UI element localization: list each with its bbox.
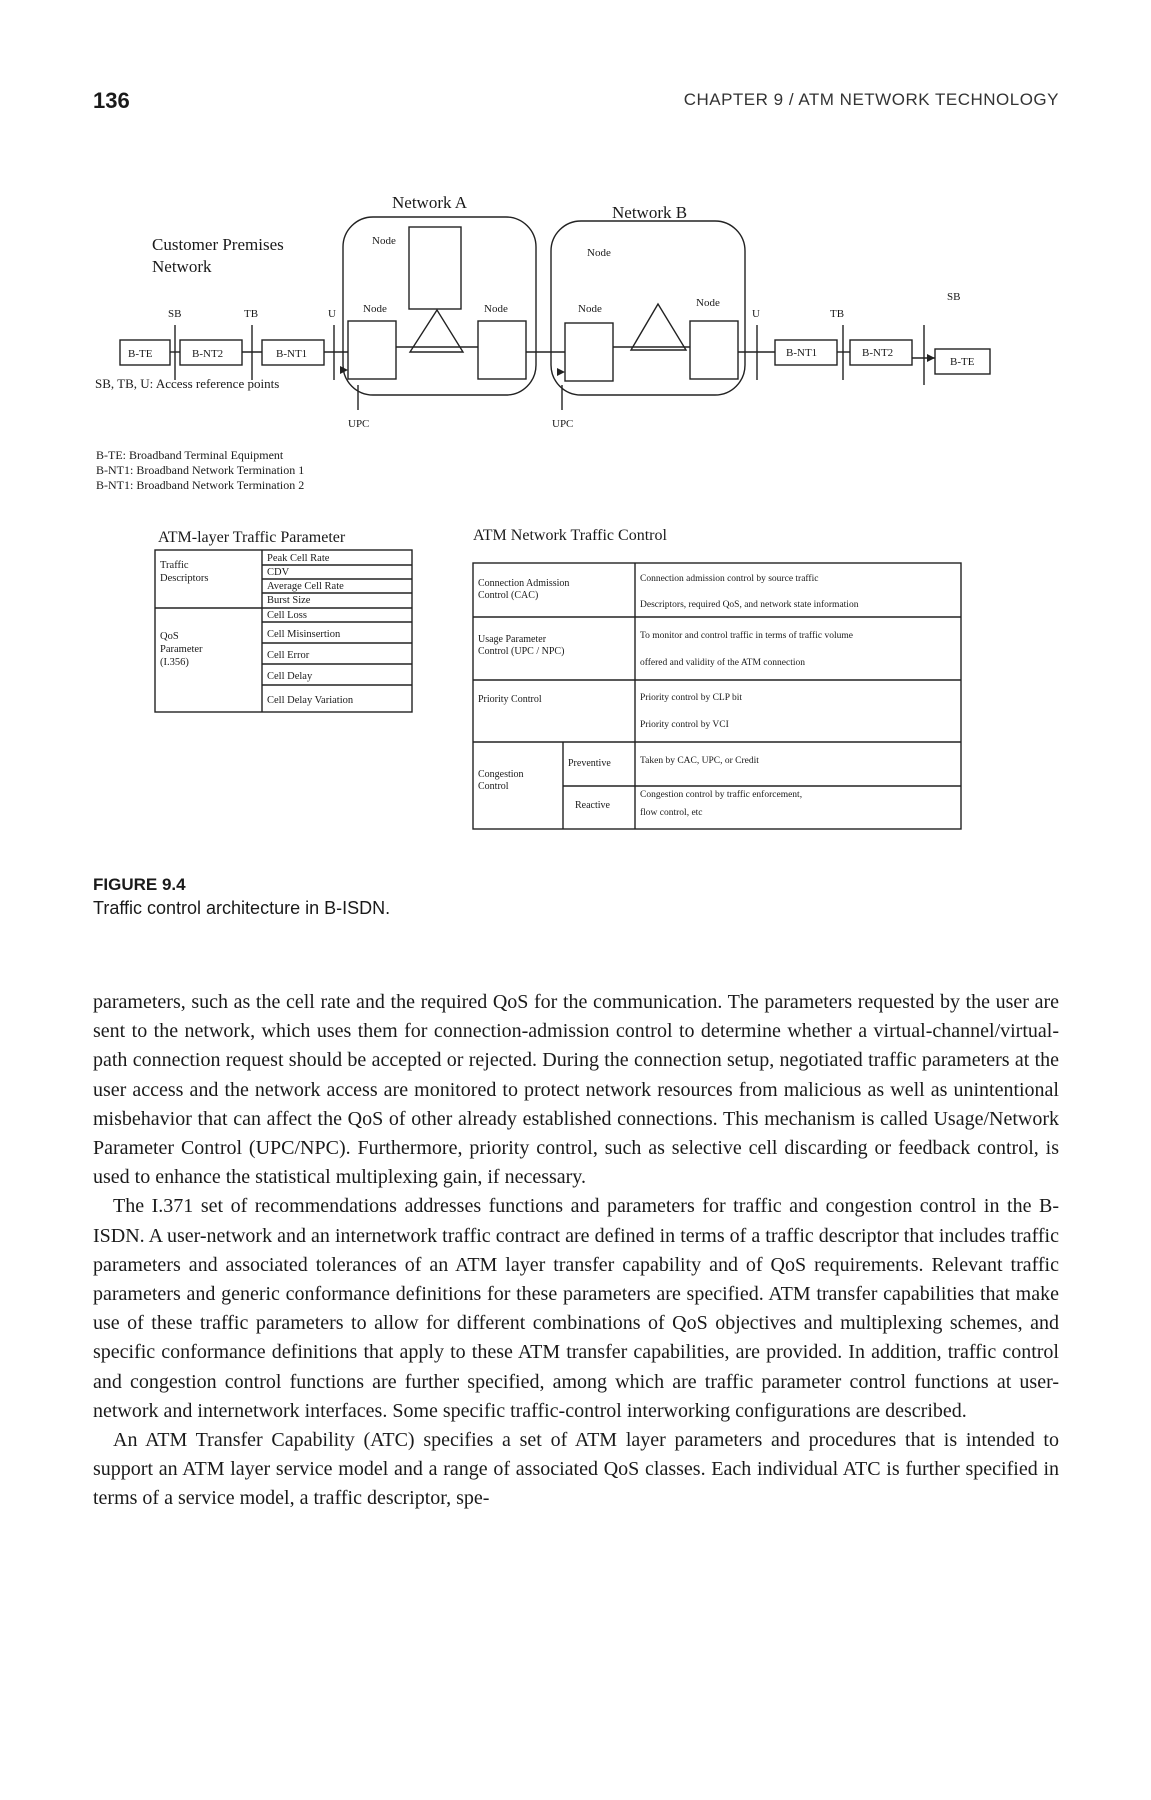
u-label: U — [328, 308, 336, 320]
param-table-title: ATM-layer Traffic Parameter — [158, 529, 346, 546]
b-nt2-label: B-NT2 — [192, 348, 224, 360]
control-row-label: Connection Admission — [478, 578, 570, 589]
node-label: Node — [363, 303, 387, 315]
legend-line: B-TE: Broadband Terminal Equipment — [96, 448, 284, 462]
control-cell: Taken by CAC, UPC, or Credit — [640, 756, 759, 766]
param-cell: Burst Size — [267, 595, 311, 606]
network-b-switch-triangle — [631, 304, 686, 350]
node-label: Node — [484, 303, 508, 315]
b-nt1-label: B-NT1 — [276, 348, 308, 360]
control-cell: To monitor and control traffic in terms of traffic volume — [640, 631, 853, 641]
network-a-switch-triangle — [410, 310, 463, 352]
control-row-label: Control (CAC) — [478, 590, 539, 601]
param-row-label: QoS — [160, 631, 179, 642]
control-cell: offered and validity of the ATM connection — [640, 658, 805, 668]
upc-label: UPC — [348, 418, 370, 430]
b-nt2-label: B-NT2 — [862, 347, 894, 359]
paragraph: An ATM Transfer Capability (ATC) specifies a set of ATM layer parameters and procedures that is intended to support an ATM layer service model and a range of associated QoS classes. Each individual ATC is further specified in terms of a service model, a traffic descriptor, spe- — [93, 1429, 1059, 1510]
u-label: U — [752, 308, 760, 320]
paragraph: parameters, such as the cell rate and the required QoS for the communication. The parameters requested by the user are sent to the network, which uses them for connection-admission control to determine whether a virtual-channel/virtual-path connection request should be accepted or rejected. During the connection setup, negotiated traffic parameters at the user access and the network access are monitored to protect network resources from malicious as well as unintentional misbehavior that can affect the QoS of other already established connections. This mechanism is called Usage/Network Parameter Control (UPC/NPC). Furthermore, priority control, such as selective cell discarding or feedback control, is used to enhance the statistical multiplexing gain, if necessary. — [93, 991, 1059, 1189]
param-row-label: (I.356) — [160, 657, 189, 668]
tb-label: TB — [244, 308, 259, 320]
param-cell: Peak Cell Rate — [267, 553, 330, 564]
figure-caption-label: FIGURE 9.4 — [93, 875, 186, 894]
param-row-label: Parameter — [160, 644, 203, 655]
param-row-label: Descriptors — [160, 573, 209, 584]
param-row-label: Traffic — [160, 560, 189, 571]
control-row-label: Control — [478, 781, 509, 792]
control-row-label: Priority Control — [478, 694, 542, 705]
control-row-label: Congestion — [478, 769, 524, 780]
control-sub-label: Preventive — [568, 758, 611, 769]
sb-label: SB — [168, 308, 182, 320]
control-cell: Priority control by VCI — [640, 720, 729, 730]
b-te-label: B-TE — [950, 356, 975, 368]
running-head: CHAPTER 9 / ATM NETWORK TECHNOLOGY — [683, 90, 1059, 109]
legend-line: B-NT1: Broadband Network Termination 2 — [96, 478, 305, 492]
network-a-label: Network A — [392, 193, 468, 212]
node-label: Node — [578, 303, 602, 315]
b-nt1-label: B-NT1 — [786, 347, 818, 359]
control-cell: Congestion control by traffic enforcement, — [640, 790, 803, 800]
b-te-label: B-TE — [128, 348, 153, 360]
param-cell: Cell Misinsertion — [267, 629, 341, 640]
customer-premises-label-2: Network — [152, 257, 212, 276]
param-cell: CDV — [267, 567, 290, 578]
control-cell: Descriptors, required QoS, and network state information — [640, 600, 859, 610]
tb-label: TB — [830, 308, 845, 320]
node-box — [478, 321, 526, 379]
param-cell: Cell Loss — [267, 610, 307, 621]
page-number: 136 — [93, 88, 130, 113]
node-label: Node — [696, 297, 720, 309]
control-cell: flow control, etc — [640, 808, 703, 818]
node-box — [690, 321, 738, 379]
control-row-label: Control (UPC / NPC) — [478, 646, 565, 657]
param-cell: Cell Error — [267, 650, 310, 661]
control-table-title: ATM Network Traffic Control — [473, 527, 667, 544]
node-box — [565, 323, 613, 381]
upc-label: UPC — [552, 418, 574, 430]
network-b-label: Network B — [612, 203, 688, 222]
traffic-control-figure — [0, 0, 1151, 870]
node-box — [409, 227, 461, 309]
control-cell: Priority control by CLP bit — [640, 693, 743, 703]
param-cell: Cell Delay — [267, 671, 313, 682]
customer-premises-label: Customer Premises — [152, 235, 284, 254]
node-label: Node — [587, 247, 611, 259]
param-cell: Average Cell Rate — [267, 581, 344, 592]
control-sub-label: Reactive — [575, 800, 610, 811]
control-cell: Connection admission control by source traffic — [640, 574, 819, 584]
sb-label: SB — [947, 291, 961, 303]
legend-line: B-NT1: Broadband Network Termination 1 — [96, 463, 305, 477]
param-cell: Cell Delay Variation — [267, 695, 354, 706]
reference-points-note: SB, TB, U: Access reference points — [95, 376, 280, 391]
figure-caption-text: Traffic control architecture in B-ISDN. — [93, 898, 391, 918]
paragraph: The I.371 set of recommendations addresses functions and parameters for traffic and congestion control in the B-ISDN. A user-network and an internetwork traffic contract are defined in terms of a traffic descriptor that includes traffic parameters and associated tolerances of an ATM layer transfer capability and of QoS requirements. Relevant traffic parameters and generic conformance definitions for these parameters are specified. ATM transfer capabilities that make use of these traffic parameters to allow for different combinations of QoS objectives and multiplexing schemes, and specific conformance definitions that apply to these ATM transfer capabilities, are provided. In addition, traffic control and congestion control functions are further specified, among which are traffic parameter control functions at user-network and internetwork interfaces. Some specific traffic-control interworking configurations are described. — [93, 1195, 1059, 1422]
node-box — [348, 321, 396, 379]
control-row-label: Usage Parameter — [478, 634, 547, 645]
body-text — [93, 988, 1059, 1514]
node-label: Node — [372, 235, 396, 247]
